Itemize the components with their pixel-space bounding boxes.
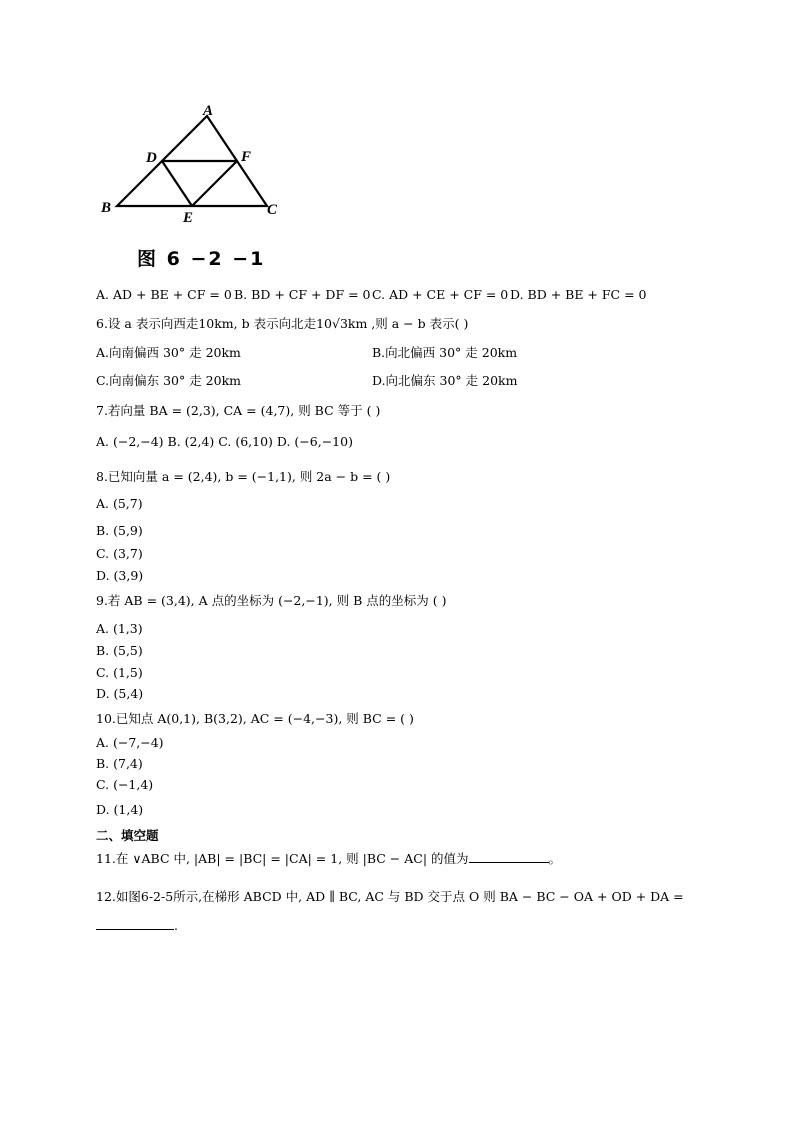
q9-stem: 9.若 AB = (3,4), A 点的坐标为 (−2,−1), 则 B 点的坐标为 ( ): [96, 593, 447, 608]
triangle-figure: [95, 98, 295, 228]
q10-option-c[interactable]: C. (−1,4): [96, 777, 154, 792]
q8-option-a[interactable]: A. (5,7): [96, 496, 143, 511]
q11-suffix: 。: [548, 851, 562, 866]
q5-option-a[interactable]: A. AD + BE + CF = 0: [96, 287, 232, 302]
label-f: F: [241, 149, 252, 165]
q11-answer-blank[interactable]: [469, 850, 549, 863]
q12-answer-blank[interactable]: [96, 919, 174, 930]
label-a: A: [203, 103, 214, 119]
segment-de: [162, 161, 192, 206]
q5-option-d[interactable]: D. BD + BE + FC = 0: [510, 287, 647, 302]
q6-option-c[interactable]: C.向南偏东 30° 走 20km: [96, 373, 242, 388]
q5-options: [96, 287, 647, 302]
q10-option-d[interactable]: D. (1,4): [96, 802, 144, 817]
q8-option-b[interactable]: B. (5,9): [96, 523, 143, 538]
q5-option-b[interactable]: B. BD + CF + DF = 0: [234, 287, 371, 302]
q5-option-c[interactable]: C. AD + CE + CF = 0: [372, 287, 509, 302]
q12-stem: 12.如图6-2-5所示,在梯形 ABCD 中, AD ∥ BC, AC 与 BD 交于点 O 则 BA − BC − OA + OD + DA =: [96, 889, 684, 904]
q9-option-a[interactable]: A. (1,3): [96, 621, 143, 636]
q9-option-c[interactable]: C. (1,5): [96, 665, 143, 680]
q6-option-a[interactable]: A.向南偏西 30° 走 20km: [96, 345, 241, 360]
q8-option-c[interactable]: C. (3,7): [96, 546, 143, 561]
q9-option-d[interactable]: D. (5,4): [96, 686, 144, 701]
q10-stem: 10.已知点 A(0,1), B(3,2), AC = (−4,−3), 则 BC = ( ): [96, 711, 414, 726]
q6-stem: 6.设 a 表示向西走10km, b 表示向北走10√3km ,则 a − b 表示( ): [96, 316, 469, 331]
label-e: E: [183, 210, 194, 226]
label-d: D: [146, 150, 157, 166]
segment-ef: [192, 161, 237, 206]
q11-line: [96, 850, 561, 867]
q12-suffix: .: [174, 918, 178, 933]
q6-option-b[interactable]: B.向北偏西 30° 走 20km: [372, 345, 518, 360]
q12-answer-line: [96, 918, 178, 934]
q7-options[interactable]: A. (−2,−4) B. (2,4) C. (6,10) D. (−6,−10): [96, 434, 353, 449]
figure-caption: 图 6 −2 −1: [137, 248, 266, 270]
label-c: C: [267, 202, 278, 218]
q9-option-b[interactable]: B. (5,5): [96, 643, 143, 658]
q6-option-d[interactable]: D.向北偏东 30° 走 20km: [372, 373, 518, 388]
triangle-diagram: [95, 98, 295, 228]
q7-stem: 7.若向量 BA = (2,3), CA = (4,7), 则 BC 等于 ( ): [96, 403, 381, 418]
label-b: B: [101, 200, 112, 216]
q10-option-a[interactable]: A. (−7,−4): [96, 735, 164, 750]
q11-stem: 11.在 ∨ABC 中, |AB| = |BC| = |CA| = 1, 则 |BC − AC| 的值为: [96, 851, 469, 866]
q8-option-d[interactable]: D. (3,9): [96, 568, 144, 583]
q10-option-b[interactable]: B. (7,4): [96, 756, 143, 771]
section-heading-fill-blank: 二、填空题: [96, 828, 159, 843]
q8-stem: 8.已知向量 a = (2,4), b = (−1,1), 则 2a − b = ( ): [96, 469, 391, 484]
